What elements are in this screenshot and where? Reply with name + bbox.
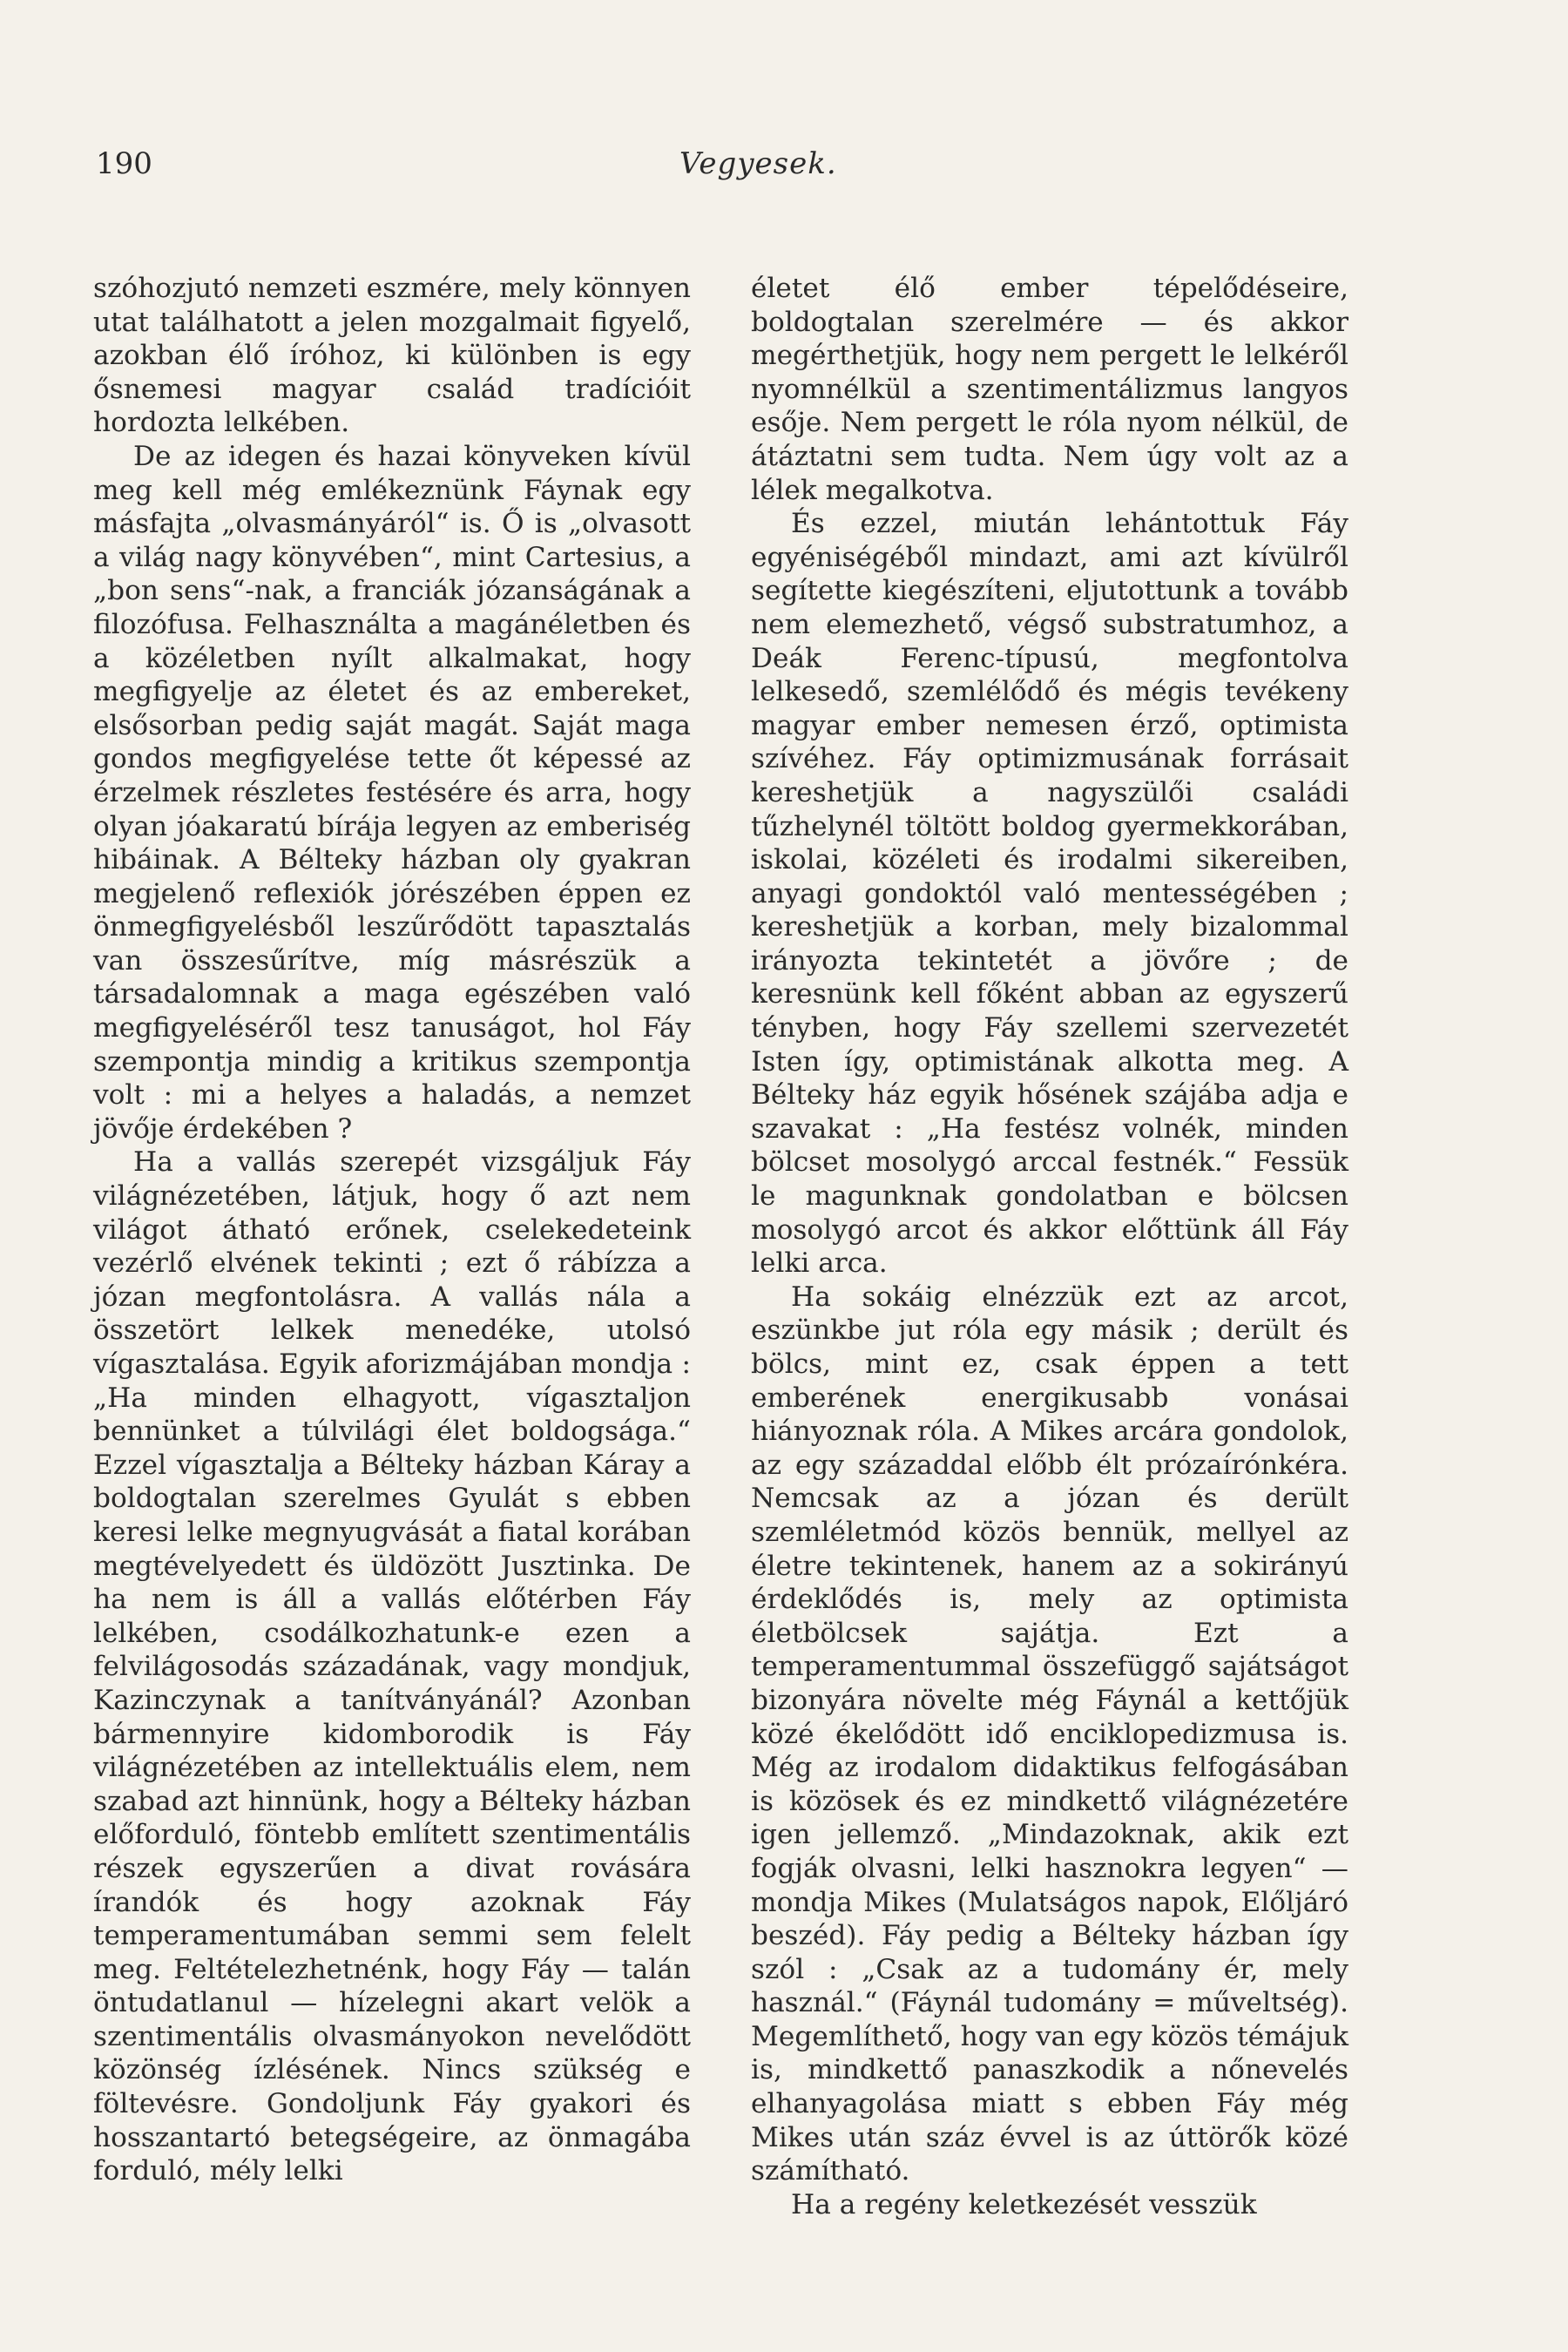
left-column <box>93 272 691 2188</box>
paragraph: És ezzel, miután lehántottuk Fáy egyéniségéből mindazt, ami azt kívülről segítette kiegészíteni, eljutottunk a tovább nem elemezhető, végső substratumhoz, a Deák Ferenc-típusú, megfontolva lelkesedő, szemlélődő és mégis tevékeny magyar ember nemesen érző, optimista szívéhez. Fáy optimizmusának forrásait kereshetjük a nagyszülői családi tűzhelynél töltött boldog gyermekkorában, iskolai, közéleti és irodalmi sikereiben, anyagi gondoktól való mentességében ; kereshetjük a korban, mely bizalommal irányozta tekintetét a jövőre ; de keresnünk kell főként abban az egyszerű tényben, hogy Fáy szellemi szervezetét Isten így, optimistának alkotta meg. A Bélteky ház egyik hősének szájába adja e szavakat : „Ha festész volnék, minden bölcset mosolygó arccal festnék.“ Fessük le magunknak gondolatban e bölcsen mosolygó arcot és akkor előttünk áll Fáy lelki arca. <box>751 508 1348 1280</box>
paragraph: Ha a regény keletkezését vesszük <box>791 2188 1257 2220</box>
paragraph: életet élő ember tépelődéseire, boldogtalan szerelmére — és akkor megérthetjük, hogy nem pergett le lelkéről nyomnélkül a szentimentálizmus langyos esője. Nem pergett le róla nyom nélkül, de átáztatni sem tudta. Nem úgy volt az a lélek megalkotva. <box>751 273 1348 506</box>
paragraph: szóhozjutó nemzeti eszmére, mely könnyen utat találhatott a jelen mozgalmait figyelő, azokban élő íróhoz, ki különben is egy ősnemesi magyar család tradícióit hordozta lelkében. <box>93 273 691 439</box>
paragraph: De az idegen és hazai könyveken kívül meg kell még emlékeznünk Fáynak egy másfajta „olvasmányáról“ is. Ő is „olvasott a világ nagy könyvében“, mint Cartesius, a „bon sens“-nak, a franciák józanságának a filozófusa. Felhasználta a magánéletben és a közéletben nyílt alkalmakat, hogy megfigyelje az életet és az embereket, elsősorban pedig saját magát. Saját maga gondos megfigyelése tette őt képessé az érzelmek részletes festésére és arra, hogy olyan jóakaratú bírája legyen az emberiség hibáinak. A Bélteky házban oly gyakran megjelenő reflexiók jórészében éppen ez önmegfigyelésből leszűrődött tapasztalás van összesűrítve, míg másrészük a társadalomnak a maga egészében való megfigyeléséről tesz tanuságot, hol Fáy szempontja mindig a kritikus szempontja volt : mi a helyes a haladás, a nemzet jövője érdekében ? <box>93 440 691 1145</box>
running-head: Vegyesek. <box>679 146 837 181</box>
right-column <box>751 272 1348 2221</box>
paragraph: Ha a vallás szerepét vizsgáljuk Fáy világnézetében, látjuk, hogy ő azt nem világot átható erőnek, cselekedeteink vezérlő elvének tekinti ; ezt ő rábízza a józan megfontolásra. A vallás nála a összetört lelkek menedéke, utolsó vígasztalása. Egyik aforizmájában mondja : „Ha minden elhagyott, vígasztaljon bennünket a túlvilági élet boldogsága.“ Ezzel vígasztalja a Bélteky házban Káray a boldogtalan szerelmes Gyulát s ebben keresi lelke megnyugvását a fiatal korában megtévelyedett és üldözött Jusztinka. De ha nem is áll a vallás előtérben Fáy lelkében, csodálkozhatunk-e ezen a felvilágosodás századának, vagy mondjuk, Kazinczynak a tanítványánál? Azonban bármennyire kidomborodik is Fáy világnézetében az intellektuális elem, nem szabad azt hinnünk, hogy a Bélteky házban előforduló, föntebb említett szentimentális részek egyszerűen a divat rovására írandók és hogy azoknak Fáy temperamentumában semmi sem felelt meg. Feltételezhetnénk, hogy Fáy — talán öntudatlanul — hízelegni akart velök a szentimentális olvasmányokon nevelődött közönség ízlésének. Nincs szükség e föltevésre. Gondoljunk Fáy gyakori és hosszantartó betegségeire, az önmagába forduló, mély lelki <box>93 1146 691 2187</box>
page-header <box>96 146 1350 199</box>
page-number: 190 <box>96 146 152 181</box>
paragraph: Ha sokáig elnézzük ezt az arcot, eszünkbe jut róla egy másik ; derült és bölcs, mint ez, csak éppen a tett emberének energikusabb vonásai hiányoznak róla. A Mikes arcára gondolok, az egy századdal előbb élt prózaírónkéra. Nemcsak az a józan és derült szemléletmód közös bennük, mellyel az életre tekintenek, hanem az a sokirányú érdeklődés is, mely az optimista életbölcsek sajátja. Ezt a temperamentummal összefüggő sajátságot bizonyára növelte még Fáynál a kettőjük közé ékelődött idő enciklopedizmusa is. Még az irodalom didaktikus felfogásában is közösek és ez mindkettő világnézetére igen jellemző. „Mindazoknak, akik ezt fogják olvasni, lelki hasznokra legyen“ — mondja Mikes (Mulatságos napok, Előljáró beszéd). Fáy pedig a Bélteky házban így szól : „Csak az a tudomány ér, mely használ.“ (Fáynál tudomány = műveltség). Megemlíthető, hogy van egy közös témájuk is, mindkettő panaszkodik a nőnevelés elhanyagolása miatt s ebben Fáy még Mikes után száz évvel is az úttörők közé számítható. <box>751 1281 1348 2187</box>
